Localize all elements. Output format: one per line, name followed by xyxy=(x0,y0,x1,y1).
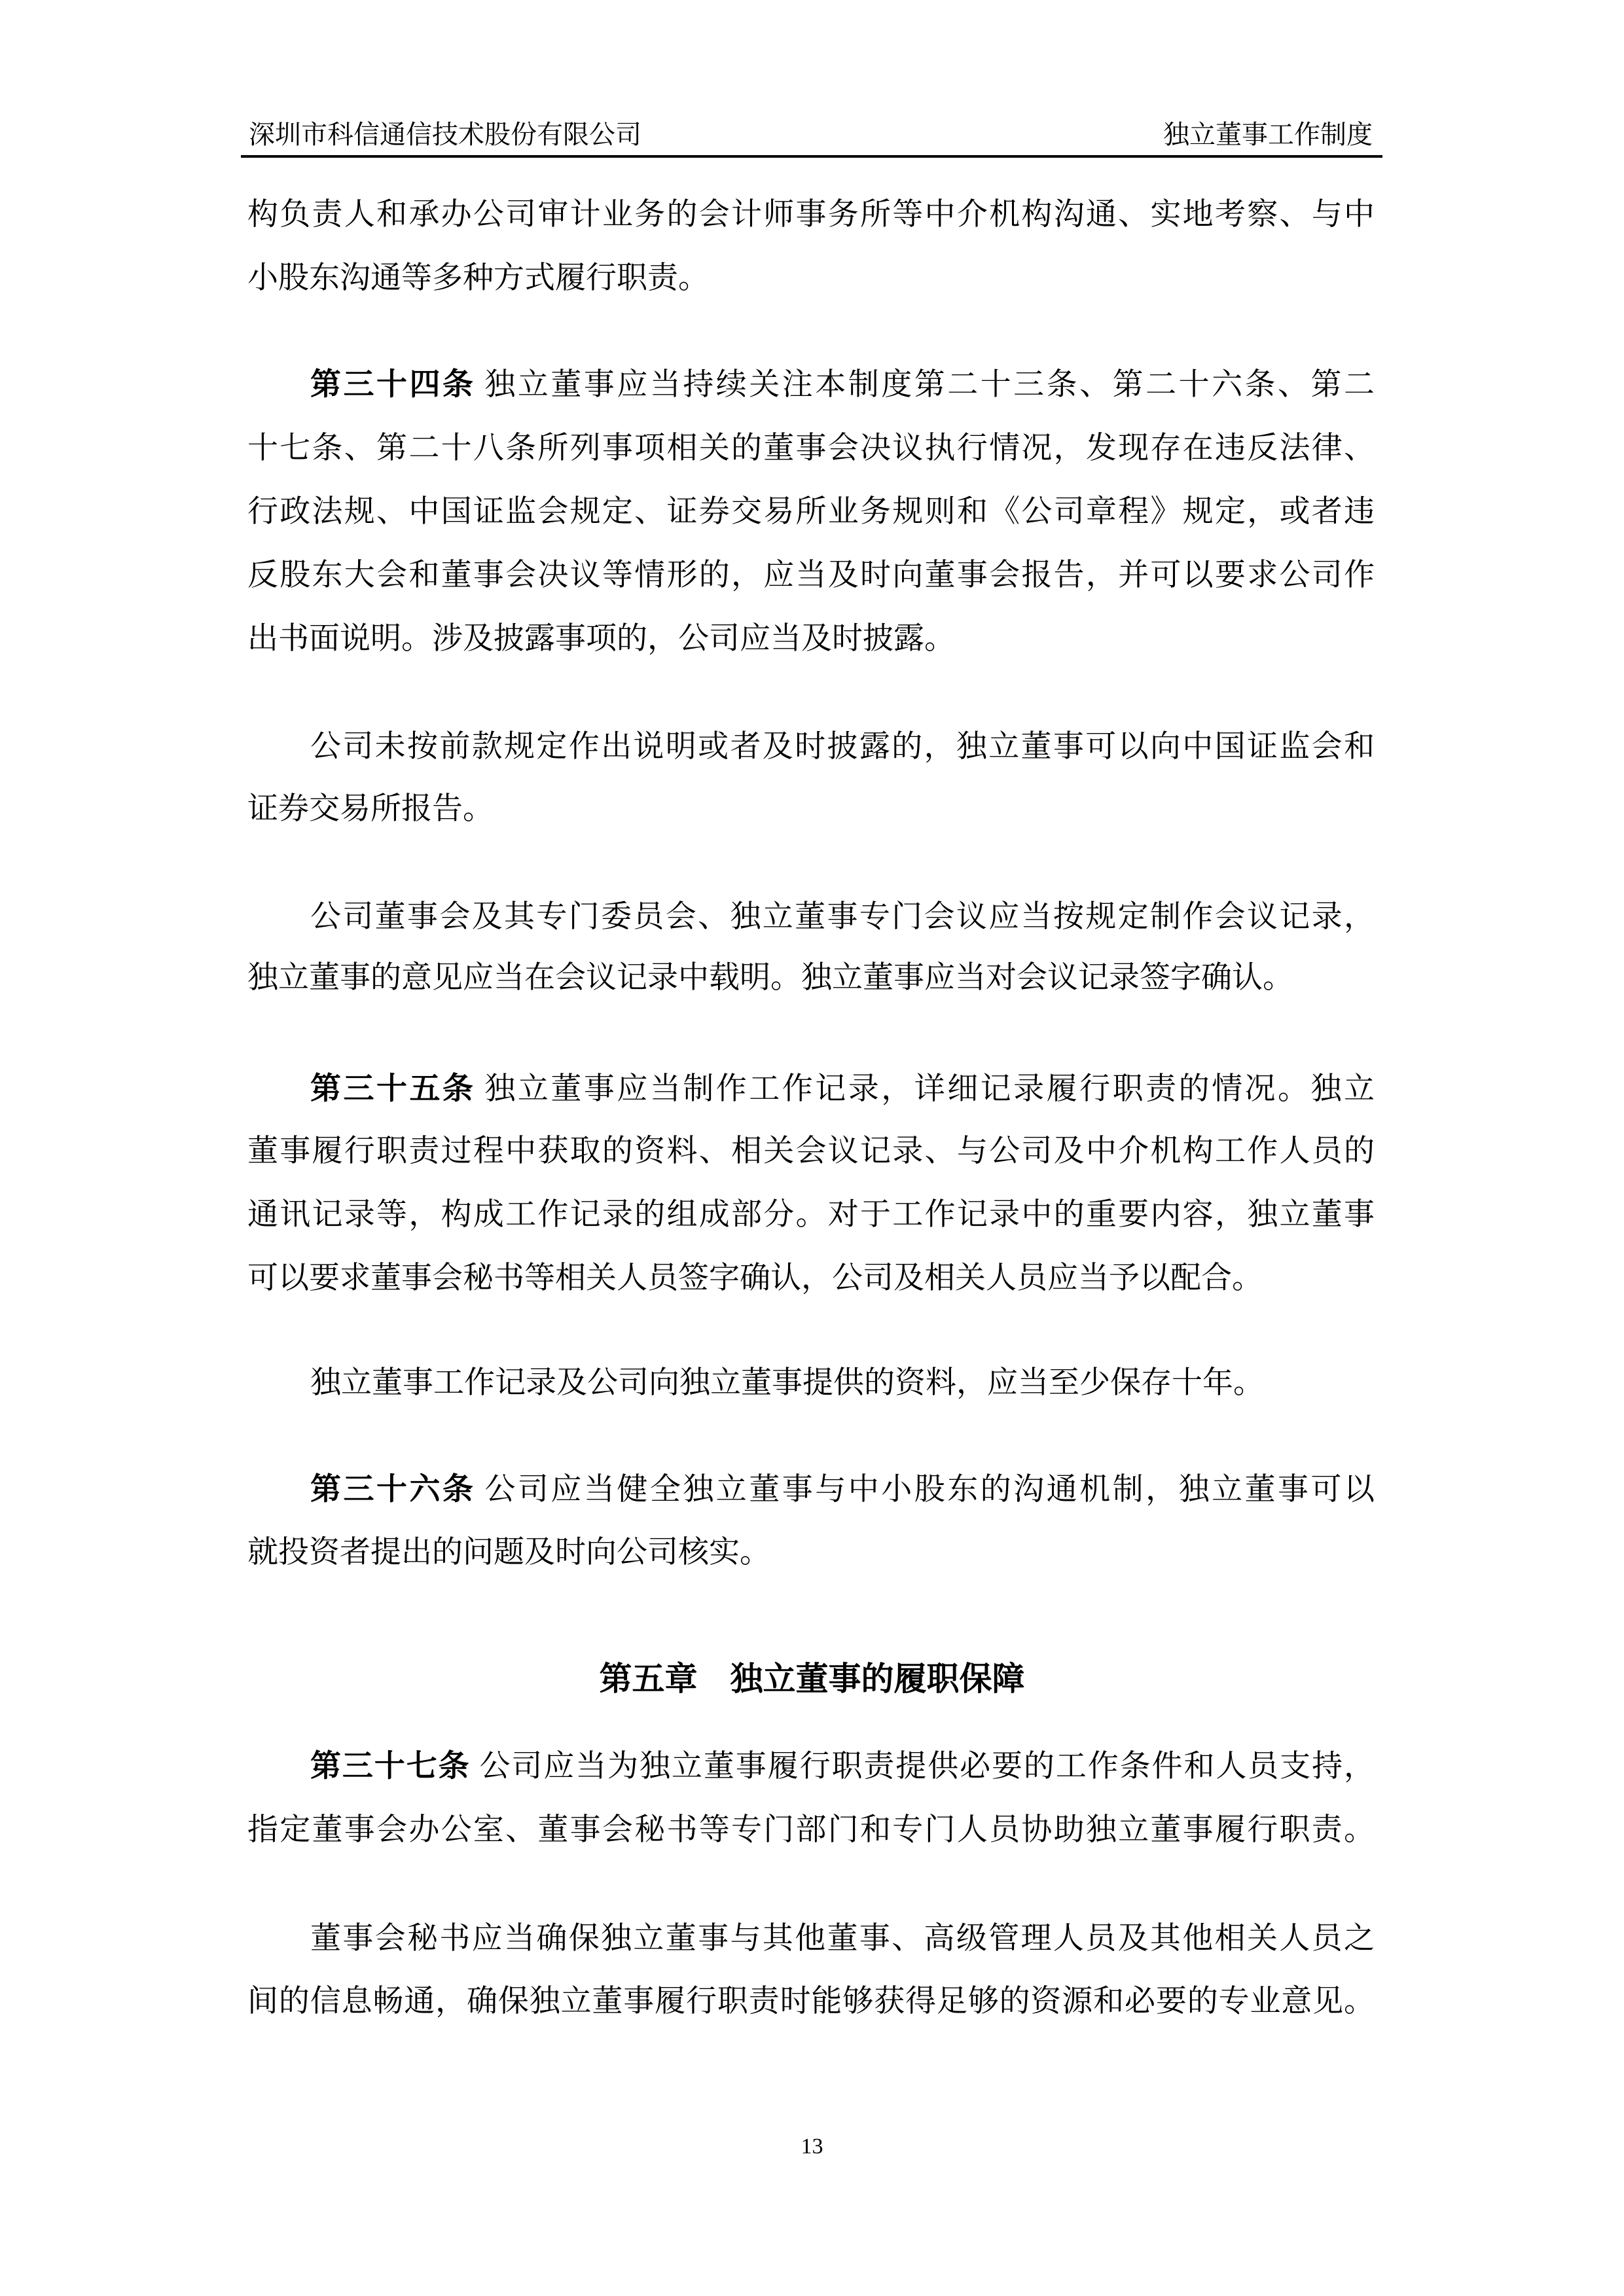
paragraph-line: 董事履行职责过程中获取的资料、相关会议记录、与公司及中介机构工作人员的 xyxy=(247,1133,1375,1169)
paragraph-line: 公司未按前款规定作出说明或者及时披露的，独立董事可以向中国证监会和 xyxy=(310,728,1375,764)
article-label: 第三十五条 xyxy=(310,1071,476,1107)
paragraph-line: 间的信息畅通，确保独立董事履行职责时能够获得足够的资源和必要的专业意见。 xyxy=(247,1983,1375,2019)
paragraph-line: 公司董事会及其专门委员会、独立董事专门会议应当按规定制作会议记录， xyxy=(310,899,1375,935)
paragraph-line: 出书面说明。涉及披露事项的，公司应当及时披露。 xyxy=(247,620,955,656)
article-label: 第三十六条 xyxy=(310,1471,476,1507)
article-36-first-line xyxy=(310,1471,1375,1508)
paragraph-text: 公司应当健全独立董事与中小股东的沟通机制，独立董事可以 xyxy=(484,1471,1375,1507)
article-label: 第三十四条 xyxy=(310,367,476,403)
header-company-name: 深圳市科信通信技术股份有限公司 xyxy=(249,120,641,150)
paragraph-line: 构负责人和承办公司审计业务的会计师事务所等中介机构沟通、实地考察、与中 xyxy=(247,196,1375,232)
paragraph-line: 小股东沟通等多种方式履行职责。 xyxy=(247,260,709,296)
paragraph-line: 就投资者提出的问题及时向公司核实。 xyxy=(247,1534,770,1570)
paragraph-line: 可以要求董事会秘书等相关人员签字确认，公司及相关人员应当予以配合。 xyxy=(247,1260,1263,1296)
paragraph-text: 公司应当为独立董事履行职责提供必要的工作条件和人员支持， xyxy=(479,1748,1375,1784)
paragraph-line: 董事会秘书应当确保独立董事与其他董事、高级管理人员及其他相关人员之 xyxy=(310,1920,1375,1956)
paragraph-line: 十七条、第二十八条所列事项相关的董事会决议执行情况，发现存在违反法律、 xyxy=(247,430,1375,466)
paragraph-line: 证券交易所报告。 xyxy=(247,791,494,827)
paragraph-text: 独立董事应当制作工作记录，详细记录履行职责的情况。独立 xyxy=(484,1071,1375,1107)
paragraph-line: 通讯记录等，构成工作记录的组成部分。对于工作记录中的重要内容，独立董事 xyxy=(247,1196,1375,1232)
paragraph-line: 反股东大会和董事会决议等情形的，应当及时向董事会报告，并可以要求公司作 xyxy=(247,557,1375,593)
chapter-heading: 第五章 独立董事的履职保障 xyxy=(599,1659,1025,1698)
paragraph-line: 指定董事会办公室、董事会秘书等专门部门和专门人员协助独立董事履行职责。 xyxy=(247,1812,1375,1848)
paragraph-line: 独立董事工作记录及公司向独立董事提供的资料，应当至少保存十年。 xyxy=(310,1365,1264,1401)
article-35-first-line xyxy=(310,1071,1375,1107)
article-37-first-line xyxy=(310,1748,1375,1785)
article-label: 第三十七条 xyxy=(310,1748,471,1784)
paragraph-line: 独立董事的意见应当在会议记录中载明。独立董事应当对会议记录签字确认。 xyxy=(247,960,1293,996)
header-divider xyxy=(241,155,1382,158)
paragraph-text: 独立董事应当持续关注本制度第二十三条、第二十六条、第二 xyxy=(484,367,1375,403)
paragraph-line: 行政法规、中国证监会规定、证券交易所业务规则和《公司章程》规定，或者违 xyxy=(247,493,1375,529)
page-number: 13 xyxy=(801,2134,823,2159)
header-document-title: 独立董事工作制度 xyxy=(1163,120,1373,150)
article-34-first-line xyxy=(310,367,1375,403)
